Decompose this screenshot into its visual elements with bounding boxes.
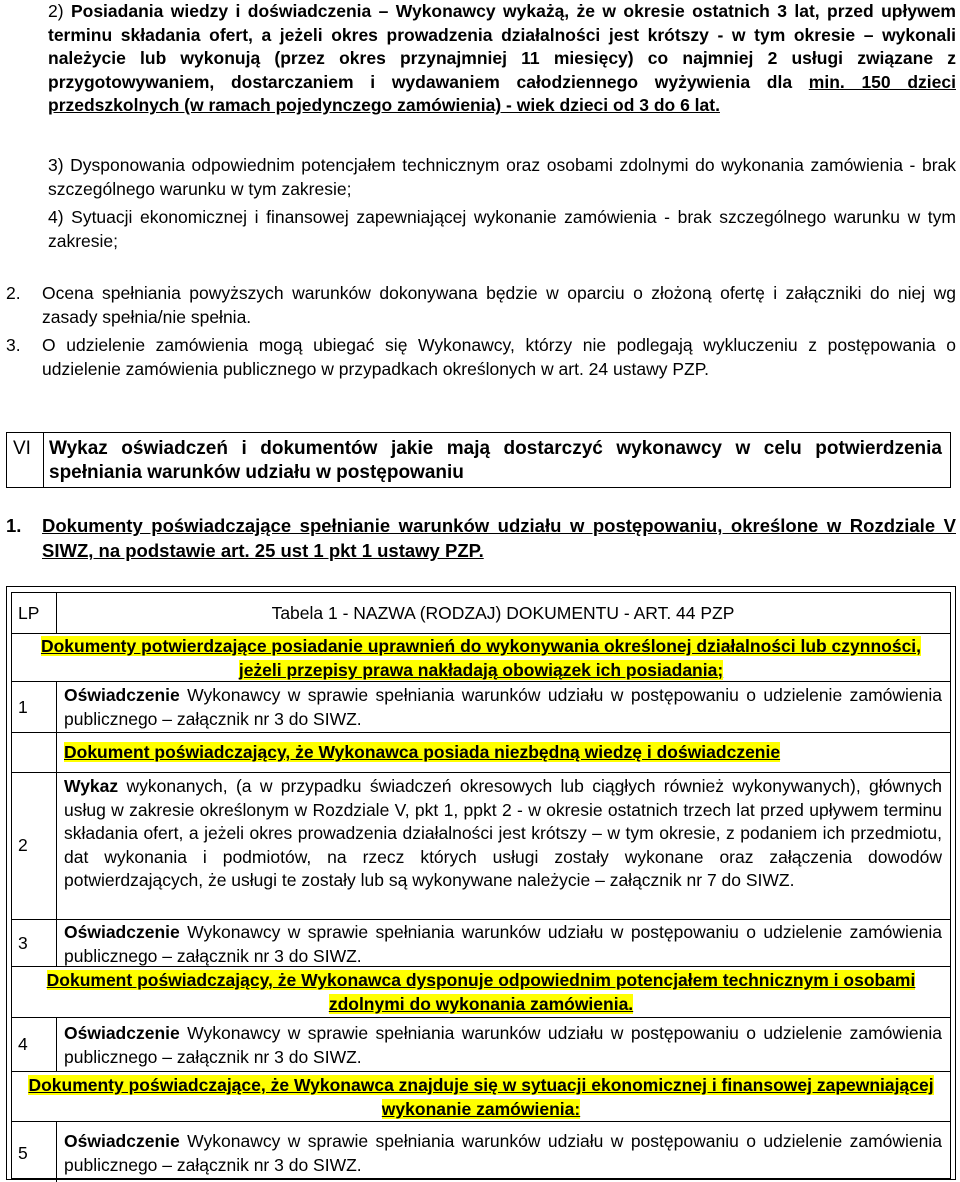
section-vi-title: Wykaz oświadczeń i dokumentów jakie mają dostarczyć wykonawcy w celu potwierdzenia spełniania warunków udziału w postępowaniu [49, 438, 942, 483]
column-divider [56, 1122, 57, 1182]
condition-2-number: 2) [48, 1, 64, 21]
condition-2-underlined-text: min. 150 dzieci przedszkolnych (w ramach pojedynczego zamówienia) - wiek dzieci od 3 do 6 lat. [48, 71, 956, 116]
row-5-lp: 5 [18, 1143, 28, 1163]
table-header-row [12, 593, 950, 634]
lp-header: LP [18, 603, 40, 623]
section-4-text: Dokumenty poświadczające, że Wykonawca znajduje się w sytuacji ekonomicznej i finansowej zapewniającej wykonanie zamówienia: [28, 1075, 934, 1119]
column-divider [56, 920, 57, 967]
row-4-text [64, 1022, 942, 1069]
row-3-lp: 3 [18, 933, 28, 953]
section-3-text: Dokument poświadczający, że Wykonawca dysponuje odpowiednim potencjałem technicznym i osobami zdolnymi do wykonania zamówienia. [46, 970, 916, 1014]
row-4-lp: 4 [18, 1034, 28, 1054]
section-3-heading [32, 969, 930, 1016]
row-2-lp: 2 [18, 835, 28, 855]
documents-table-inner [11, 592, 951, 1179]
table-section-row [12, 1072, 950, 1122]
row-5-desc: Wykonawcy w sprawie spełniania warunków udziału w postępowaniu o udzielenie zamówienia publicznego – załącznik nr 3 do SIWZ. [64, 1131, 942, 1175]
row-4-desc: Wykonawcy w sprawie spełniania warunków udziału w postępowaniu o udzielenie zamówienia publicznego – załącznik nr 3 do SIWZ. [64, 1023, 942, 1067]
table-row [12, 682, 950, 733]
row-1-desc: Wykonawcy w sprawie spełniania warunków udziału w postępowaniu o udzielenie zamówienia publicznego – załącznik nr 3 do SIWZ. [64, 685, 942, 729]
table-row [12, 773, 950, 920]
column-divider [56, 682, 57, 733]
row-3-bold: Oświadczenie [64, 922, 180, 942]
table-section-row [12, 634, 950, 682]
point-3-text: O udzielenie zamówienia mogą ubiegać się Wykonawcy, którzy nie podlegają wykluczeniu z postępowania o udzielenie zamówienia publicznego w przypadkach określonych w art. 24 ustawy PZP. [42, 335, 956, 379]
section-1-heading [20, 635, 942, 682]
condition-2-paragraph [48, 0, 956, 118]
row-5-text [64, 1130, 942, 1177]
section-vi-divider [43, 433, 44, 487]
condition-4-paragraph: 4) Sytuacji ekonomicznej i finansowej zapewniającej wykonanie zamówienia - brak szczególnego warunku w tym zakresie; [48, 207, 956, 251]
table-row [12, 1122, 950, 1182]
section-vi-number: VI [13, 438, 31, 459]
row-3-desc: Wykonawcy w sprawie spełniania warunków udziału w postępowaniu o udzielenie zamówienia publicznego – załącznik nr 3 do SIWZ. [64, 922, 942, 966]
row-2-text [64, 775, 942, 893]
table-section-row [12, 733, 950, 773]
column-divider [56, 773, 57, 920]
section-2-text: Dokument poświadczający, że Wykonawca posiada niezbędną wiedzę i doświadczenie [64, 742, 781, 762]
row-2-desc: wykonanych, (a w przypadku świadczeń okresowych lub ciągłych również wykonywanych), głównych usług w zakresie określonym w Rozdziale V, pkt 1, ppkt 2 - w okresie ostatnich trzech lat przed upływem terminu składania ofert, a jeżeli okres prowadzenia działalności jest krótszy – w tym okresie, z podaniem ich przedmiotu, dat wykonania i podmiotów, na rzecz których usługi zostały wykonane oraz załączenia dowodów potwierdzających, że usługi te zostały lub są wykonywane należycie – załącznik nr 7 do SIWZ. [64, 776, 942, 891]
documents-1-text: Dokumenty poświadczające spełnianie warunków udziału w postępowaniu, określone w Rozdziale V SIWZ, na podstawie art. 25 ust 1 pkt 1 ustawy PZP. [42, 515, 956, 561]
section-vi-heading [6, 432, 951, 488]
column-divider [56, 593, 57, 634]
column-divider [56, 733, 57, 773]
row-2-bold: Wykaz [64, 776, 119, 796]
table-row [12, 920, 950, 967]
condition-2-text: Posiadania wiedzy i doświadczenia – Wykonawcy wykażą, że w okresie ostatnich 3 lat, przed upływem terminu składania ofert, a jeżeli okres prowadzenia działalności jest krótszy - w tym okresie – wykonali należycie lub wykonują (przez okres przynajmniej 11 miesięcy) co najmniej 2 usługi związane z przygotowywaniem, dostarczaniem i wydawaniem całodziennego wyżywienia dla [48, 1, 956, 92]
table-title-text: Tabela 1 - NAZWA (RODZAJ) DOKUMENTU - ART. 44 PZP [271, 603, 735, 623]
table-title [64, 602, 942, 626]
table-section-row [12, 967, 950, 1018]
section-4-heading [20, 1074, 942, 1121]
table-row [12, 1018, 950, 1072]
row-4-bold: Oświadczenie [64, 1023, 180, 1043]
documents-table [6, 586, 956, 1180]
documents-1-number: 1. [6, 515, 22, 536]
row-5-bold: Oświadczenie [64, 1131, 180, 1151]
point-2-number: 2. [6, 283, 21, 303]
row-1-lp: 1 [18, 697, 28, 717]
condition-3-paragraph: 3) Dysponowania odpowiednim potencjałem technicznym oraz osobami zdolnymi do wykonania zamówienia - brak szczególnego warunku w tym zakresie; [48, 155, 956, 199]
row-3-text [64, 921, 942, 968]
point-3-number: 3. [6, 335, 21, 355]
column-divider [56, 1018, 57, 1072]
section-2-heading [64, 741, 942, 765]
section-1-text: Dokumenty potwierdzające posiadanie uprawnień do wykonywania określonej działalności lub czynności, jeżeli przepisy prawa nakładają obowiązek ich posiadania; [40, 636, 922, 680]
row-1-text [64, 684, 942, 731]
row-1-bold: Oświadczenie [64, 685, 180, 705]
point-2-text: Ocena spełniania powyższych warunków dokonywana będzie w oparciu o złożoną ofertę i załączniki do niej wg zasady spełnia/nie spełnia. [42, 283, 956, 327]
